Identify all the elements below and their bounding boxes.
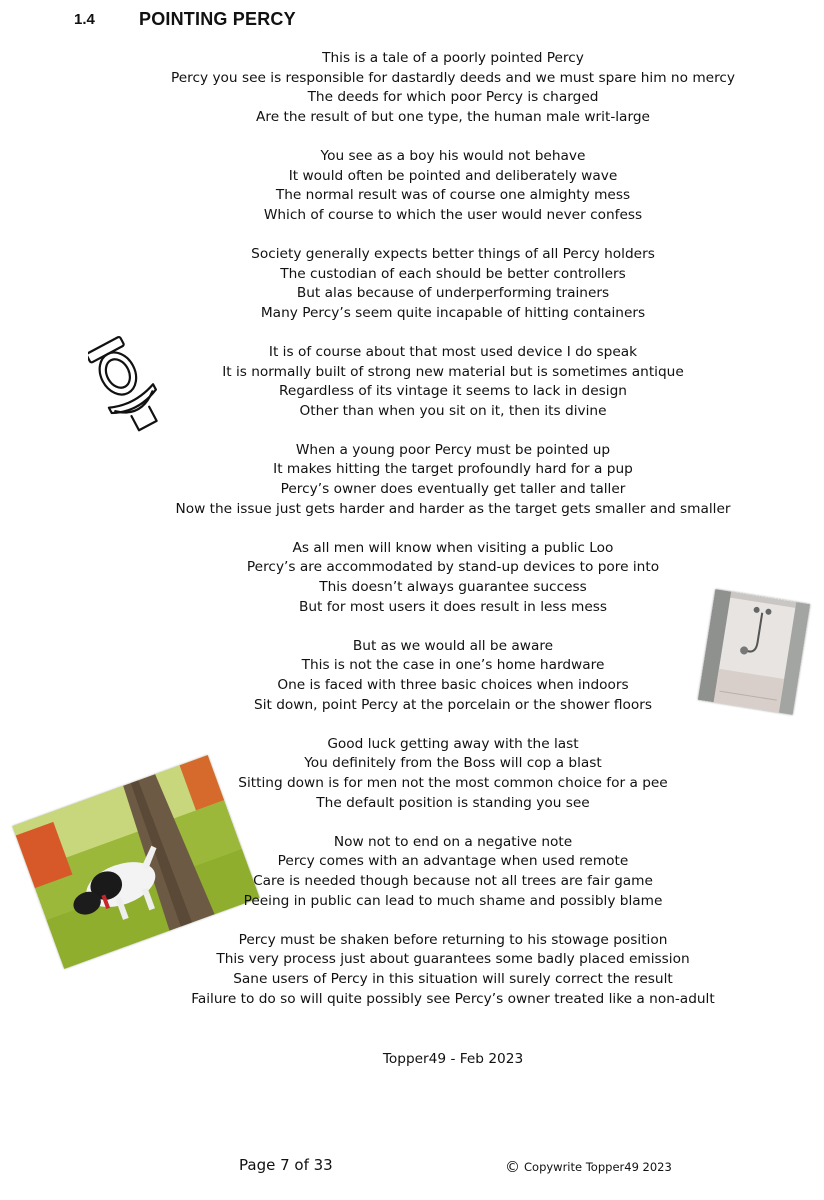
poem-line: It would often be pointed and deliberately wave — [288, 167, 618, 184]
stanza — [0, 343, 824, 421]
poem-line: But as we would all be aware — [352, 637, 554, 654]
poem-line: Many Percy’s seem quite incapable of hitting containers — [260, 304, 646, 321]
poem-line: But for most users it does result in less mess — [298, 598, 608, 615]
poem-line: Failure to do so will quite possibly see Percy’s owner treated like a non-adult — [191, 990, 715, 1007]
poem-line: Now not to end on a negative note — [333, 833, 573, 850]
poem-line: Percy comes with an advantage when used remote — [277, 853, 629, 870]
stanza — [0, 147, 824, 225]
poem-line: This is not the case in one’s home hardware — [301, 657, 605, 674]
poem-line: Society generally expects better things of all Percy holders — [251, 245, 655, 262]
poem-line: The default position is standing you see — [316, 794, 590, 811]
poem-line: It is normally built of strong new material but is sometimes antique — [222, 363, 684, 380]
stanza — [0, 637, 824, 715]
page-number: Page 7 of 33 — [239, 1156, 333, 1174]
poem — [0, 49, 824, 1029]
stanza — [0, 931, 824, 1009]
poem-line: Other than when you sit on it, then its divine — [299, 402, 607, 419]
stanza — [0, 441, 824, 519]
poem-line: As all men will know when visiting a public Loo — [292, 539, 614, 556]
poem-line: Sitting down is for men not the most common choice for a pee — [238, 774, 668, 791]
copyright-text: Copywrite Topper49 2023 — [524, 1160, 672, 1174]
poem-line: The deeds for which poor Percy is charged — [307, 89, 599, 106]
poem-line: You definitely from the Boss will cop a blast — [304, 755, 602, 772]
poem-line: Are the result of but one type, the human male writ-large — [256, 108, 650, 125]
poem-line: Sit down, point Percy at the porcelain or the shower floors — [254, 696, 652, 713]
stanza — [0, 539, 824, 617]
poem-line: This doesn’t always guarantee success — [319, 579, 587, 596]
stanza — [0, 49, 824, 127]
poem-line: Percy must be shaken before returning to his stowage position — [238, 931, 668, 948]
poem-line: The custodian of each should be better controllers — [280, 265, 626, 282]
poem-line: Sane users of Percy in this situation will surely correct the result — [233, 970, 673, 987]
poem-line: One is faced with three basic choices when indoors — [277, 677, 629, 693]
poem-line: The normal result was of course one almighty mess — [275, 187, 631, 204]
poem-line: It makes hitting the target profoundly hard for a pup — [273, 461, 633, 478]
poem-line: Regardless of its vintage it seems to lack in design — [279, 383, 627, 400]
copyright-symbol: © — [505, 1158, 520, 1176]
poem-line: Peeing in public can lead to much shame and possibly blame — [243, 892, 663, 909]
poem-line: But alas because of underperforming trainers — [296, 285, 610, 302]
poem-line: Care is needed though because not all trees are fair game — [253, 872, 653, 889]
stanza — [0, 735, 824, 813]
poem-line: Good luck getting away with the last — [327, 735, 579, 752]
poem-line: Which of course to which the user would never confess — [263, 206, 643, 223]
section-number: 1.4 — [74, 10, 95, 28]
section-title: POINTING PERCY — [139, 8, 296, 29]
stanza — [0, 833, 824, 911]
copyright-notice — [505, 1158, 672, 1176]
poem-line: This is a tale of a poorly pointed Percy — [322, 50, 584, 66]
author-signature: Topper49 - Feb 2023 — [382, 1051, 524, 1067]
poem-line: Now the issue just gets harder and harder as the target gets smaller and smaller — [175, 500, 731, 517]
poem-line: Percy’s are accommodated by stand-up devices to pore into — [246, 559, 660, 576]
poem-line: When a young poor Percy must be pointed up — [295, 441, 611, 458]
poem-line: You see as a boy his would not behave — [320, 147, 586, 164]
section-heading — [74, 6, 296, 32]
poem-line: Percy’s owner does eventually get taller and taller — [280, 481, 626, 498]
stanza — [0, 245, 824, 323]
poem-line: It is of course about that most used device I do speak — [268, 343, 638, 360]
poem-line: This very process just about guarantees some badly placed emission — [216, 951, 690, 968]
poem-line: Percy you see is responsible for dastardly deeds and we must spare him no mercy — [170, 69, 736, 86]
